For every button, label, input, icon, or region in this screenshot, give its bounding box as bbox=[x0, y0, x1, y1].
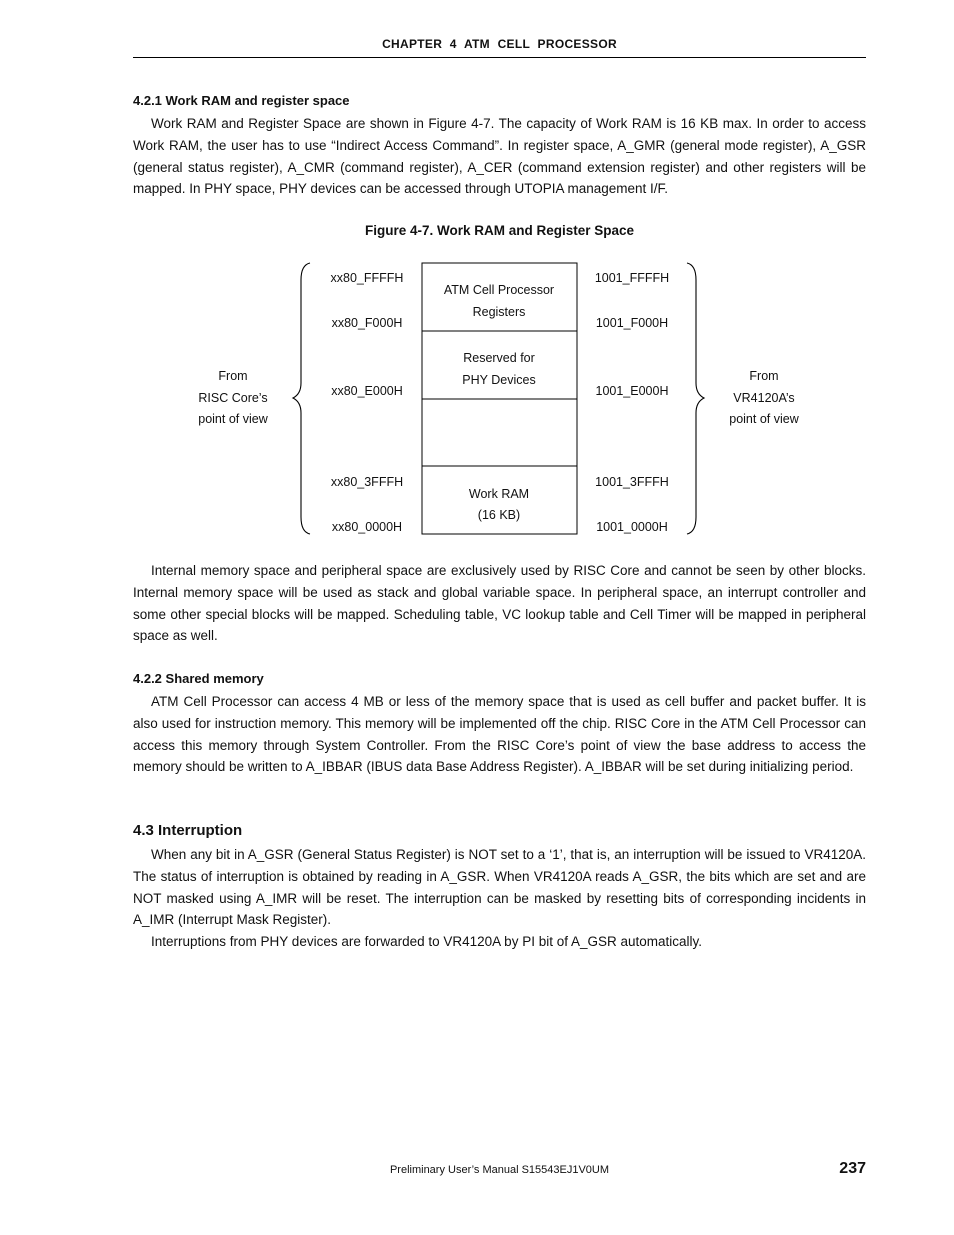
left-brace bbox=[293, 263, 310, 534]
right-caption-line2: VR4120A’s bbox=[733, 391, 795, 405]
registers-block-line1: ATM Cell Processor bbox=[443, 283, 555, 297]
right-address: 1001_F000H bbox=[595, 316, 669, 330]
paragraph-after-figure: Internal memory space and peripheral space are exclusively used by RISC Core and cannot be seen by other blocks. Internal memory space will be used as stack and global variable space. In peripheral space, an interrupt controller and some other special blocks will be mapped. Scheduling table, VC lookup table and Cell Timer will be mapped in peripheral space as well. bbox=[133, 563, 866, 644]
section-heading-4-2-2: 4.2.2 Shared memory bbox=[133, 671, 264, 686]
figure-title: Figure 4-7. Work RAM and Register Space bbox=[364, 223, 635, 238]
right-brace bbox=[687, 263, 704, 534]
left-caption-line3: point of view bbox=[198, 412, 268, 426]
page-number: 237 bbox=[839, 1160, 866, 1177]
left-address: xx80_F000H bbox=[331, 316, 403, 330]
workram-block-line2: (16 KB) bbox=[477, 508, 521, 522]
right-address: 1001_E000H bbox=[595, 384, 669, 398]
left-address: xx80_E000H bbox=[331, 384, 403, 398]
header-rule bbox=[133, 57, 866, 58]
right-caption-line1: From bbox=[749, 369, 779, 383]
section-4-2-2-paragraph: ATM Cell Processor can access 4 MB or less of the memory space that is used as cell buffer and packet buffer. It is also used for instruction memory. This memory will be implemented off the chip. RISC Core in the ATM Cell Processor can access this memory through System Controller. From the RISC Core’s point of view the base address to access the memory should be written to A_IBBAR (IBUS data Base Address Register). A_IBBAR will be set during initializing period. bbox=[133, 694, 866, 775]
memory-map-diagram bbox=[0, 0, 954, 560]
left-caption-line1: From bbox=[218, 369, 248, 383]
right-address: 1001_FFFFH bbox=[594, 271, 670, 285]
left-address: xx80_3FFFH bbox=[330, 475, 404, 489]
section-heading-4-2-1: 4.2.1 Work RAM and register space bbox=[133, 93, 350, 108]
workram-block-line1: Work RAM bbox=[468, 487, 530, 501]
section-heading-4-3: 4.3 Interruption bbox=[133, 822, 243, 839]
footer-manual-id: Preliminary User’s Manual S15543EJ1V0UM bbox=[389, 1164, 610, 1176]
section-4-3-paragraph-2: Interruptions from PHY devices are forwarded to VR4120A by PI bit of A_GSR automatically. bbox=[151, 934, 703, 949]
right-caption-line3: point of view bbox=[729, 412, 799, 426]
left-caption-line2: RISC Core’s bbox=[198, 391, 268, 405]
memory-block-frame bbox=[422, 263, 577, 534]
right-address: 1001_0000H bbox=[596, 520, 668, 534]
section-4-2-1-paragraph: Work RAM and Register Space are shown in Figure 4-7. The capacity of Work RAM is 16 KB max. In order to access Work RAM, the user has to use “Indirect Access Command”. In register space, A_GMR (general mode register), A_GSR (general status register), A_CMR (command register), A_CER (command extension register) and other registers will be mapped. In PHY space, PHY devices can be accessed through UTOPIA management I/F. bbox=[133, 116, 866, 197]
left-address: xx80_FFFFH bbox=[330, 271, 404, 285]
section-4-3-paragraph-1: When any bit in A_GSR (General Status Register) is NOT set to a ‘1’, that is, an interruption will be issued to VR4120A. The status of interruption is obtained by reading in A_GSR. When VR4120A reads A_GSR, the bits which are set and are NOT masked using A_IMR will be reset. The interruption can be masked by resetting bits of corresponding incidents in A_IMR (Interrupt Mask Register). bbox=[133, 847, 866, 928]
left-address: xx80_0000H bbox=[331, 520, 403, 534]
phy-block-line1: Reserved for bbox=[463, 351, 535, 365]
phy-block-line2: PHY Devices bbox=[462, 373, 536, 387]
running-header: CHAPTER 4 ATM CELL PROCESSOR bbox=[382, 37, 617, 51]
registers-block-line2: Registers bbox=[472, 305, 526, 319]
right-address: 1001_3FFFH bbox=[595, 475, 669, 489]
